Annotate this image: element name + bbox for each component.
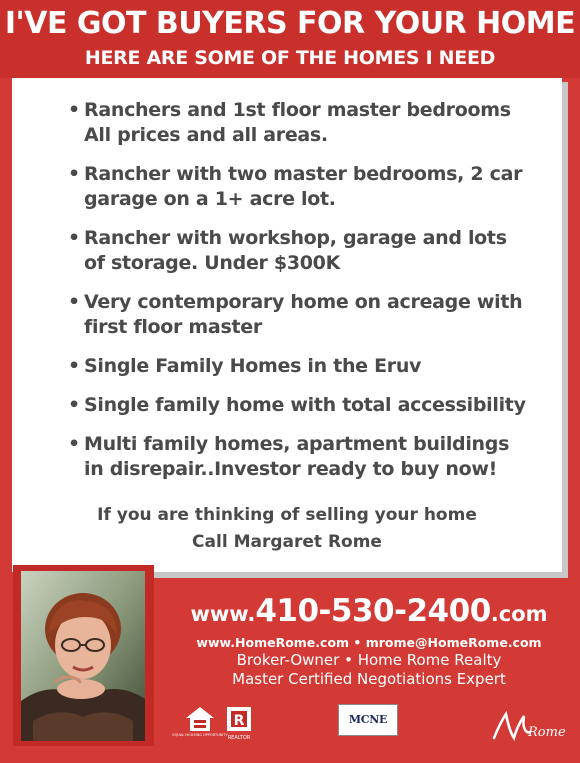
agent-photo-frame (13, 565, 154, 746)
web-suffix: .com (490, 602, 548, 626)
mcne-text: MCNE (348, 713, 388, 726)
list-item-line: Ranchers and 1st floor master bedrooms (84, 99, 511, 121)
list-item-line: in disrepair..Investor ready to buy now! (84, 458, 498, 480)
agent-photo (21, 571, 145, 741)
cta-agent-name: Call Margaret Rome (192, 532, 382, 552)
eho-text: EQUAL HOUSING OPPORTUNITY (172, 733, 228, 737)
list-item (68, 432, 548, 482)
cta-line: If you are thinking of selling your home (97, 505, 477, 525)
equal-housing-icon (172, 706, 228, 742)
list-item (68, 98, 548, 148)
signature-icon (488, 702, 566, 748)
realtor-icon (223, 706, 255, 742)
list-item-line: of storage. Under $300K (84, 252, 341, 274)
ad-subtitle: HERE ARE SOME OF THE HOMES I NEED (84, 47, 496, 69)
phone-number[interactable]: 410-530-2400 (255, 593, 491, 629)
list-item (68, 290, 548, 340)
ad-title: I'VE GOT BUYERS FOR YOUR HOME (4, 6, 576, 41)
list-item-line: Single Family Homes in the Eruv (84, 355, 422, 377)
bullet: • (68, 291, 80, 313)
needs-panel (12, 78, 562, 572)
bullet: • (68, 163, 80, 185)
list-item-line: Rancher with workshop, garage and lots (84, 227, 507, 249)
mcne-logo (338, 704, 398, 736)
signature-text: Rome (528, 725, 566, 740)
bullet: • (68, 355, 80, 377)
web-prefix: www. (190, 602, 256, 626)
list-item (68, 226, 548, 276)
list-item-line: Very contemporary home on acreage with (84, 291, 523, 313)
bullet: • (68, 227, 80, 249)
agent-certification: Master Certified Negotiations Expert (232, 670, 506, 688)
agent-title: Broker-Owner • Home Rome Realty (236, 651, 502, 669)
website-phone[interactable] (158, 592, 580, 635)
list-item-line: All prices and all areas. (84, 124, 328, 146)
list-item-line: Single family home with total accessibility (84, 394, 526, 416)
needs-list (68, 98, 548, 496)
list-item-line: garage on a 1+ acre lot. (84, 188, 336, 210)
realtor-letter: R (233, 713, 245, 729)
bullet: • (68, 99, 80, 121)
contact-block (158, 592, 580, 689)
list-item (68, 393, 548, 418)
list-item-line: first floor master (84, 316, 262, 338)
website-email-links[interactable]: www.HomeRome.com • mrome@HomeRome.com (196, 635, 542, 650)
header-banner (0, 0, 580, 78)
bullet: • (68, 433, 80, 455)
list-item (68, 162, 548, 212)
list-item-line: Multi family homes, apartment buildings (84, 433, 510, 455)
bullet: • (68, 394, 80, 416)
list-item-line: Rancher with two master bedrooms, 2 car (84, 163, 523, 185)
realtor-text: REALTOR (227, 735, 251, 741)
list-item (68, 354, 548, 379)
